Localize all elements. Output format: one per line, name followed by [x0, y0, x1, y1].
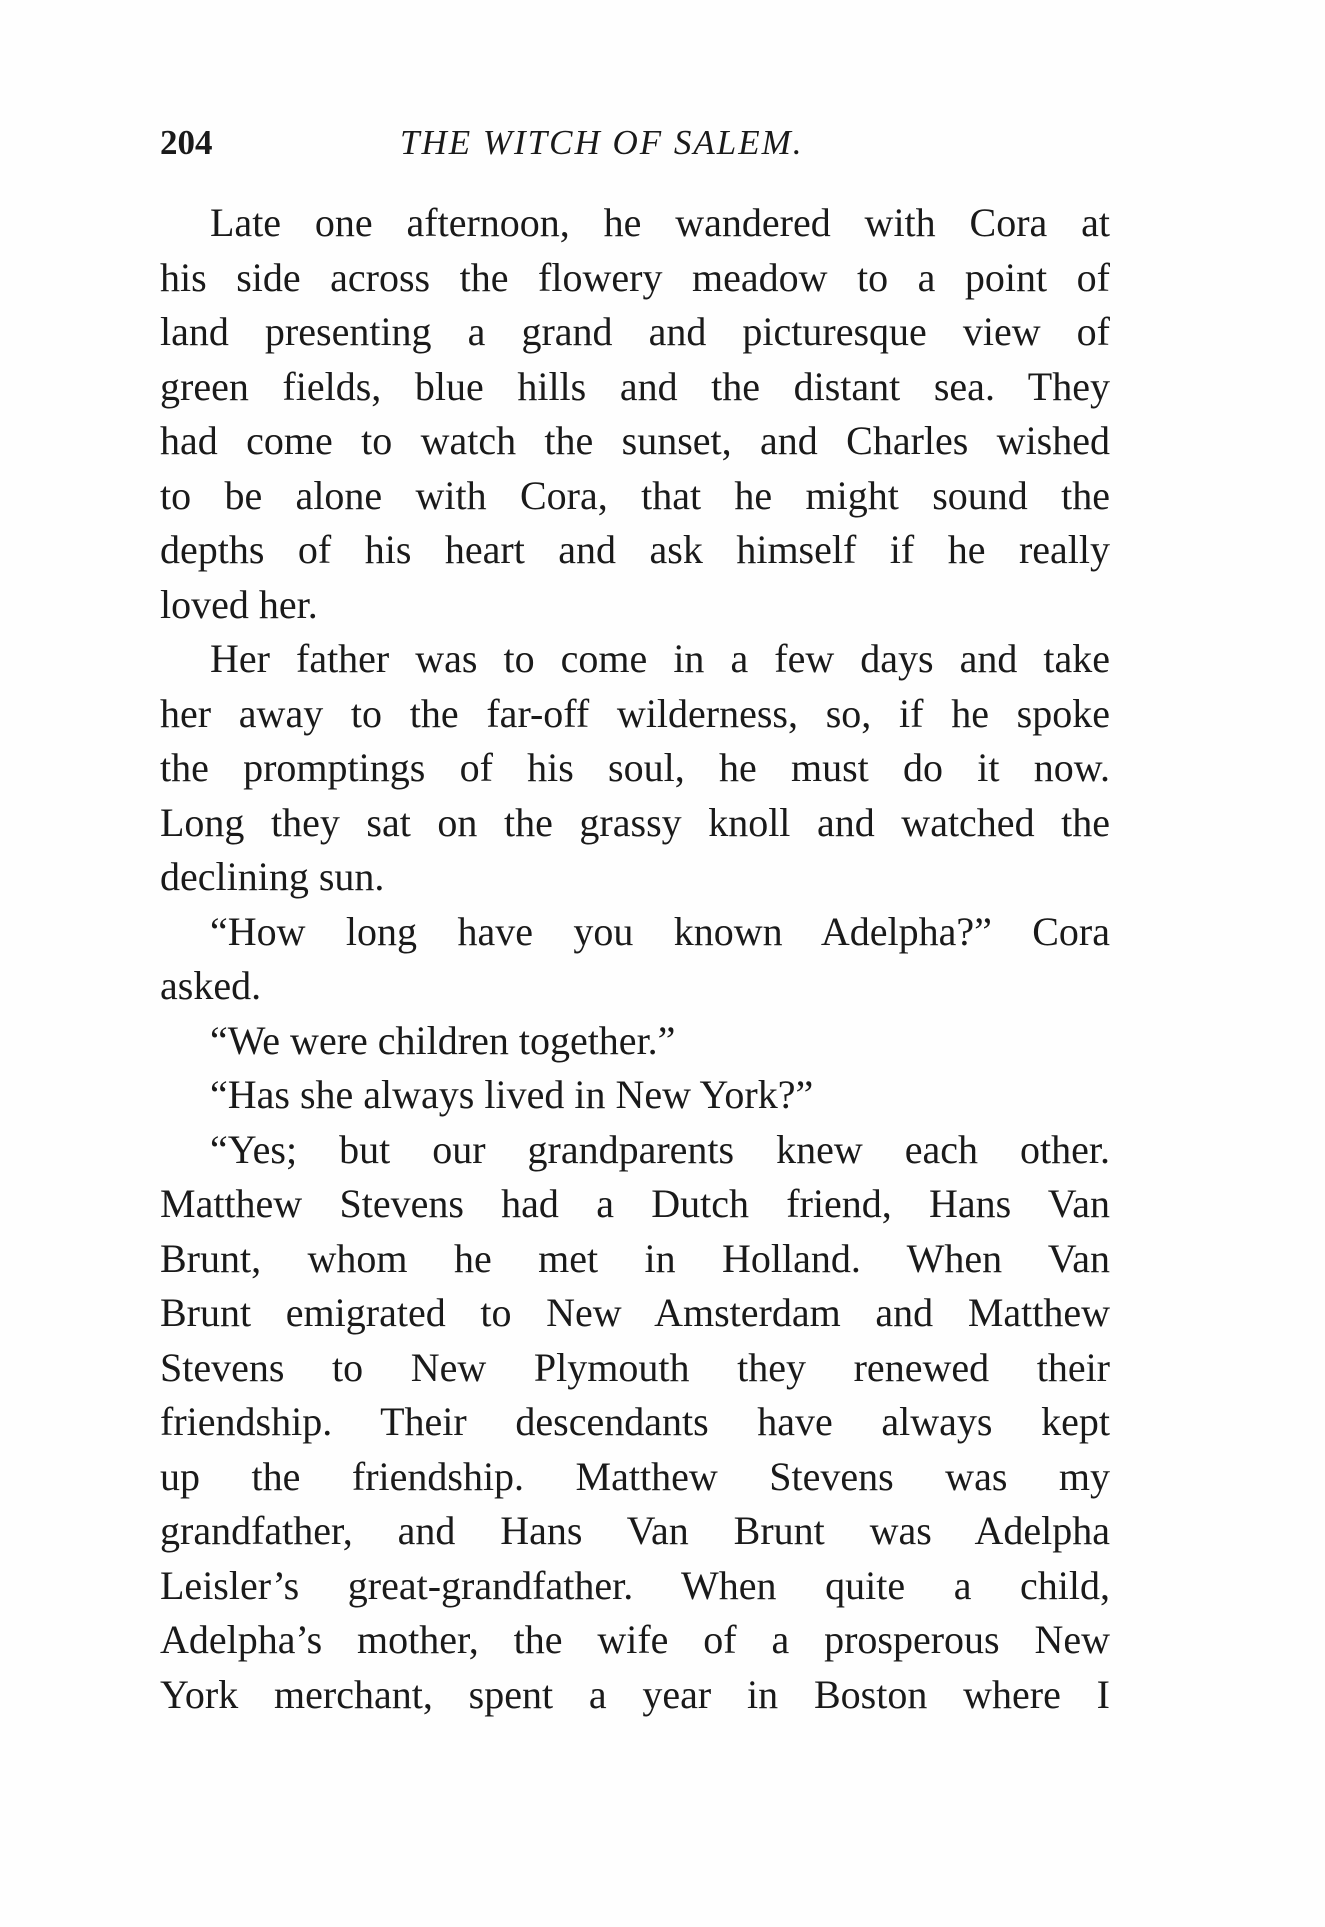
text-line: green fields, blue hills and the distant sea. They: [160, 363, 1110, 409]
text-line: Stevens to New Plymouth they renewed their: [160, 1344, 1110, 1390]
body-text: [160, 196, 1110, 1722]
text-line: grandfather, and Hans Van Brunt was Adelpha: [160, 1508, 1110, 1553]
text-line: land presenting a grand and picturesque view of: [160, 309, 1110, 354]
text-line: Matthew Stevens had a Dutch friend, Hans Van: [160, 1181, 1110, 1226]
text-line: to be alone with Cora, that he might sound the: [160, 472, 1110, 518]
text-line: asked.: [160, 963, 262, 1008]
text-line: Brunt, whom he met in Holland. When Van: [160, 1235, 1110, 1281]
page-number: 204: [160, 123, 213, 162]
text-line: “We were children together.”: [210, 1017, 676, 1063]
text-line: her away to the far-off wilderness, so, if he spoke: [160, 690, 1110, 736]
running-head: [160, 118, 1110, 168]
text-line: Late one afternoon, he wandered with Cora at: [210, 200, 1110, 245]
text-line: Adelpha’s mother, the wife of a prosperous New: [160, 1617, 1110, 1662]
text-line: depths of his heart and ask himself if he really: [160, 527, 1110, 572]
text-line: “How long have you known Adelpha?” Cora: [210, 908, 1110, 954]
text-line: “Has she always lived in New York?”: [210, 1072, 814, 1117]
text-line: the promptings of his soul, he must do it now.: [160, 745, 1110, 790]
text-line: friendship. Their descendants have always kept: [160, 1399, 1110, 1444]
text-line: his side across the flowery meadow to a point of: [160, 254, 1110, 300]
text-line: had come to watch the sunset, and Charles wished: [160, 418, 1110, 463]
text-line: “Yes; but our grandparents knew each other.: [210, 1126, 1110, 1172]
text-line: Long they sat on the grassy knoll and watched the: [160, 799, 1110, 845]
text-line: declining sun.: [160, 854, 385, 899]
text-line: up the friendship. Matthew Stevens was my: [160, 1453, 1110, 1499]
text-line: loved her.: [160, 581, 318, 627]
text-line: Brunt emigrated to New Amsterdam and Matthew: [160, 1290, 1110, 1335]
text-line: Her father was to come in a few days and take: [210, 636, 1110, 681]
text-line: Leisler’s great-grandfather. When quite a child,: [160, 1562, 1110, 1608]
text-line: York merchant, spent a year in Boston where I: [160, 1671, 1110, 1717]
book-title: THE WITCH OF SALEM.: [400, 123, 804, 162]
